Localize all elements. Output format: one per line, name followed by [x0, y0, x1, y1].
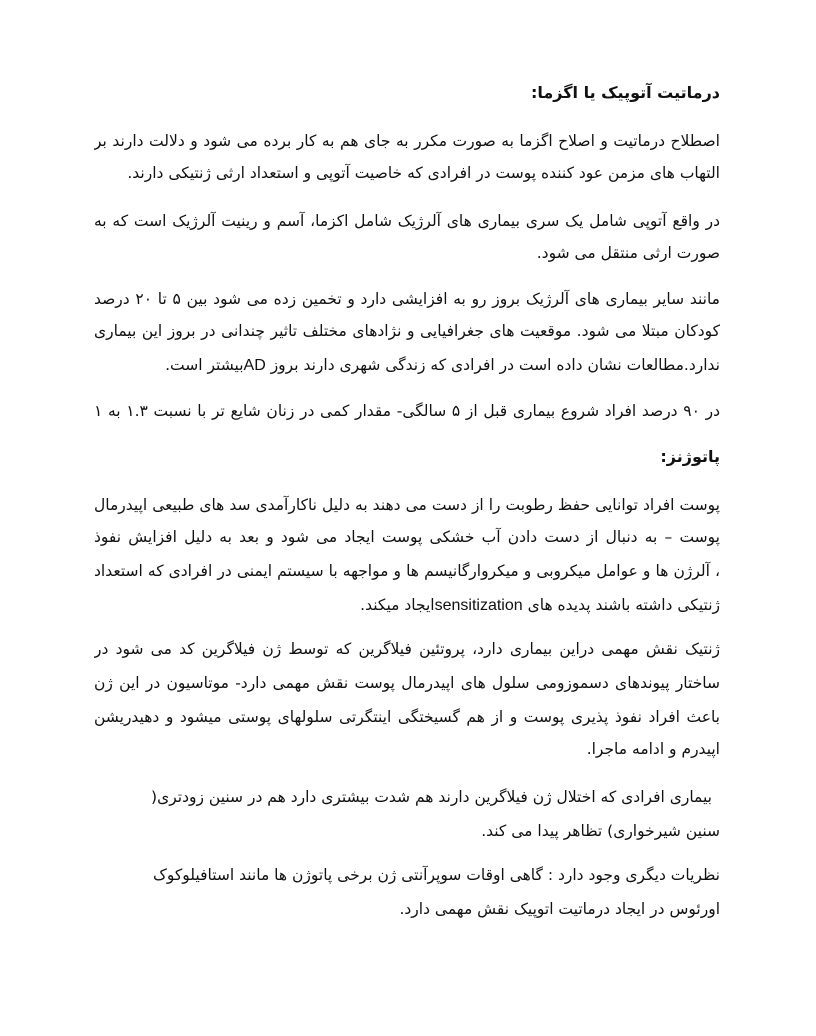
paragraph-3-line-1: مانند سایر بیماری های آلرژیک بروز رو به افزایشی دارد و تخمین زده می شود بین ۵ تا ۲۰ درصد	[94, 290, 720, 308]
paragraph-8-line-2: اورئوس در ایجاد درماتیت اتوپیک نقش مهمی دارد.	[399, 900, 720, 918]
heading-pathogenesis: پاتوژنز:	[660, 447, 720, 466]
paragraph-3-line-3-end: بیشتر است.	[165, 356, 244, 374]
paragraph-5-line-4-text: ژنتیکی داشته باشند پدیده های	[522, 596, 720, 614]
paragraph-5-line-4	[94, 594, 720, 617]
heading-atopic-dermatitis: درماتیت آتوپیک یا اگزما:	[530, 83, 720, 102]
paragraph-1-line-2: التهاب های مزمن عود کننده پوست در افرادی که خاصیت آتوپی و استعداد ارثی ژنتیکی دارند.	[127, 164, 720, 182]
paragraph-6-line-2: ساختار پیوندهای دسموزومی سلول های اپیدرمال پوست نقش مهمی دارد- موتاسیون در این ژن	[94, 674, 720, 692]
paragraph-4-line-1: در ۹۰ درصد افراد شروع بیماری قبل از ۵ سالگی- مقدار کمی در زنان شایع تر با نسبت ۱.۳ به ۱	[94, 402, 720, 420]
paragraph-5-line-1: پوست افراد توانایی حفظ رطوبت را از دست می دهند به دلیل ناکارآمدی سد های طبیعی اپیدرمال	[94, 496, 720, 514]
paragraph-6-line-4: اپیدرم و ادامه ماجرا.	[586, 740, 720, 758]
paragraph-1-line-1: اصطلاح درماتیت و اصلاح اگزما به صورت مکرر به جای هم به کار برده می شود و دلالت دارند بر	[94, 132, 720, 150]
paragraph-5-line-2: پوست – به دنبال از دست دادن آب خشکی پوست ایجاد می شود و بعد به دلیل افزایش نفوذ	[94, 528, 720, 546]
paragraph-6-line-3: باعث افراد نفوذ پذیری پوست و از هم گسیختگی اینتگرتی سلولهای پوستی میشود و دهیدریشن	[94, 708, 720, 726]
paragraph-2-line-2: صورت ارثی منتقل می شود.	[536, 244, 720, 262]
paragraph-5-line-3: ، آلرژن ها و عوامل میکروبی و میکروارگانیسم ها و مواجهه با سیستم ایمنی در افرادی که استعداد	[94, 562, 720, 580]
paragraph-6-line-1: ژنتیک نقش مهمی دراین بیماری دارد، پروتئین فیلاگرین که توسط ژن فیلاگرین کد می شود در	[94, 640, 720, 658]
paragraph-3-line-2: کودکان مبتلا می شود. موقعیت های جغرافیایی و نژادهای مختلف تاثیر چندانی در بروز این بیماری	[94, 322, 720, 340]
paragraph-3-line-3	[94, 354, 720, 377]
paragraph-3-line-3-text: ندارد.مطالعات نشان داده است در افرادی که زندگی شهری دارند بروز	[265, 356, 720, 374]
term-ad: AD	[243, 357, 266, 374]
paragraph-5-line-4-end: ایجاد میکند.	[360, 596, 435, 614]
paragraph-7-line-1: بیماری افرادی که اختلال ژن فیلاگرین دارند هم شدت بیشتری دارد هم در سنین زودتری(	[151, 788, 712, 806]
paragraph-7-line-2: سنین شیرخواری) تظاهر پیدا می کند.	[481, 822, 720, 840]
term-sensitization: sensitization	[434, 597, 523, 614]
paragraph-2-line-1: در واقع آتوپی شامل یک سری بیماری های آلرژیک شامل اکزما، آسم و رینیت آلرژیک است که به	[94, 212, 720, 230]
paragraph-8-line-1: نظریات دیگری وجود دارد : گاهی اوقات سوپرآنتی ژن برخی پاتوژن ها مانند استافیلوکوک	[153, 866, 720, 884]
